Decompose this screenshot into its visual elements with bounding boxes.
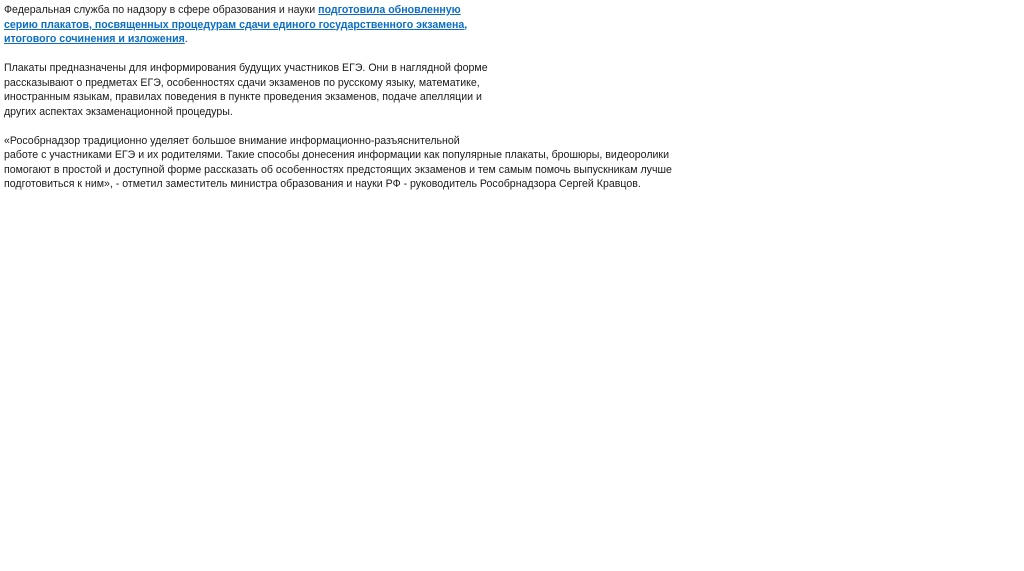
quote-line-4: подготовиться к ним», - отметил заместитель министра образования и науки РФ - руководитель Рособрнадзора Сергей Кравцов. [4, 178, 641, 190]
article-body [4, 3, 672, 206]
paragraph-intro [4, 3, 664, 47]
posters-link-part-3[interactable]: итогового сочинения и изложения [4, 33, 185, 45]
posters-link-part-1[interactable]: подготовила обновленную [318, 4, 461, 16]
intro-line-3 [4, 32, 664, 47]
intro-line-2 [4, 18, 664, 33]
intro-text: Федеральная служба по надзору в сфере образования и науки [4, 4, 319, 16]
quote-line-3: помогают в простой и доступной форме рассказать об особенностях предстоящих экзаменов и тем самым помочь выпускникам лучше [4, 163, 672, 176]
quote-line-2: работе с участниками ЕГЭ и их родителями. Такие способы донесения информации как популярные плакаты, брошюры, видеоролики [4, 149, 669, 161]
quote-line-1: «Рособрнадзор традиционно уделяет большое внимание информационно-разъяснительной [4, 134, 460, 147]
purpose-line-4: других аспектах экзаменационной процедуры. [4, 105, 233, 118]
purpose-line-1: Плакаты предназначены для информирования будущих участников ЕГЭ. Они в наглядной форме [4, 62, 488, 74]
purpose-line-2: рассказывают о предметах ЕГЭ, особенностях сдачи экзаменов по русскому языку, математике, [4, 76, 480, 89]
paragraph-posters-purpose [4, 61, 664, 119]
paragraph-quote [4, 134, 672, 192]
intro-period: . [184, 33, 188, 45]
purpose-line-3: иностранным языкам, правилах поведения в пункте проведения экзаменов, подаче апелляции и [4, 91, 482, 103]
intro-line-1 [4, 3, 664, 18]
posters-link-part-2[interactable]: серию плакатов, посвященных процедурам сдачи единого государственного экзамена, [4, 18, 468, 31]
